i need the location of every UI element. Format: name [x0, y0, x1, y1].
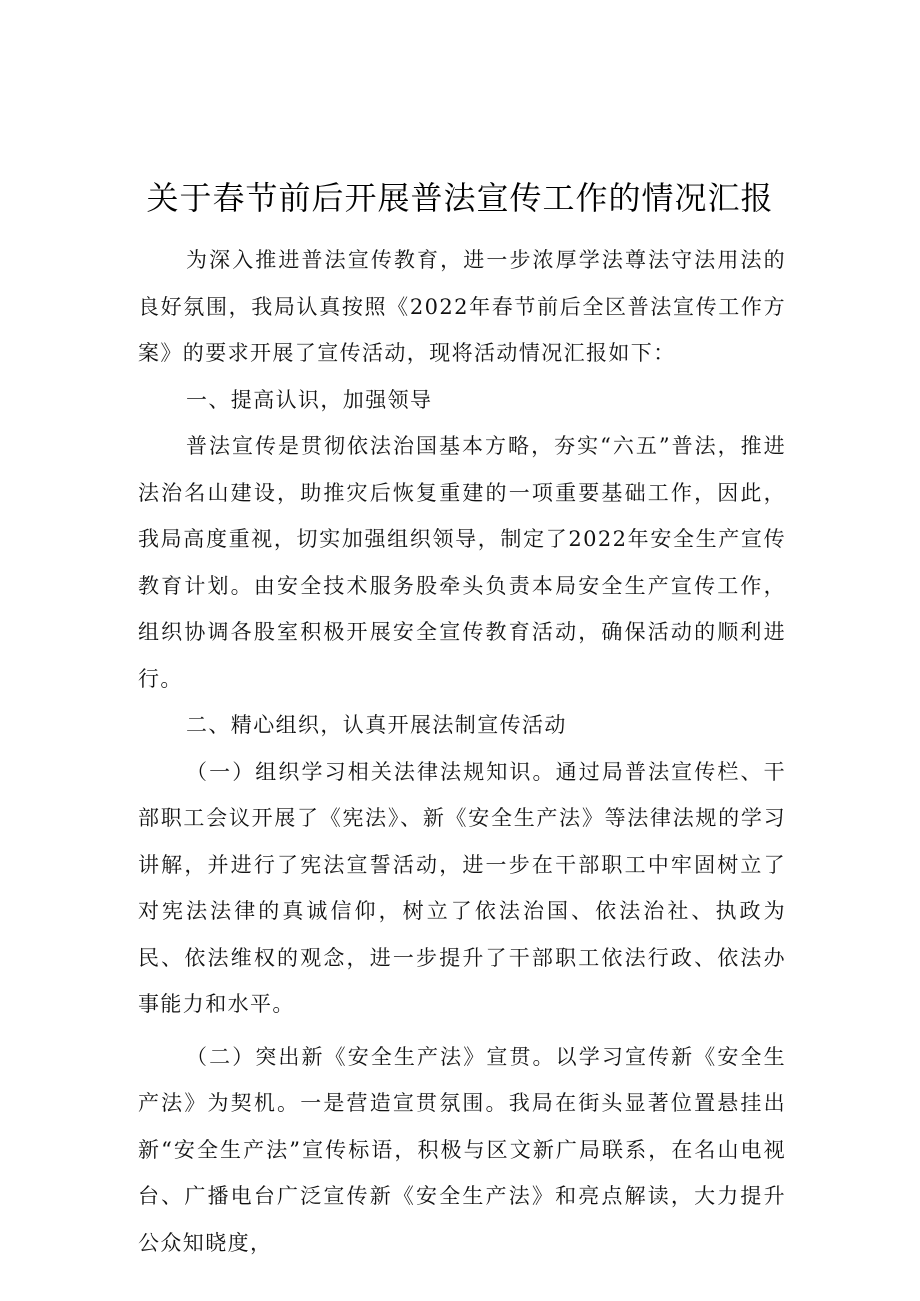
section2-item2-paragraph: （二）突出新《安全生产法》宣贯。以学习宣传新《安全生产法》为契机。一是营造宣贯氛围。我局在街头显著位置悬挂出新“安全生产法”宣传标语，积极与区文新广局联系，在名山电视台、广播电台广泛宣传新《安全生产法》和亮点解读，大力提升公众知晓度，: [138, 1044, 786, 1255]
section2-heading: 二、精心组织，认真开展法制宣传活动: [186, 713, 567, 737]
document-title: 关于春节前后开展普法宣传工作的情况汇报: [146, 179, 774, 217]
intro-paragraph: 为深入推进普法宣传教育，进一步浓厚学法尊法守法用法的良好氛围，我局认真按照《2022年春节前后全区普法宣传工作方案》的要求开展了宣传活动，现将活动情况汇报如下：: [138, 248, 786, 365]
section1-paragraph: 普法宣传是贯彻依法治国基本方略，夯实“六五”普法，推进法治名山建设，助推灾后恢复重建的一项重要基础工作，因此，我局高度重视，切实加强组织领导，制定了2022年安全生产宣传教育计划。由安全技术服务股牵头负责本局安全生产宣传工作，组织协调各股室积极开展安全宣传教育活动，确保活动的顺利进行。: [138, 434, 786, 691]
document-body: [138, 237, 786, 1266]
section1-heading: 一、提高认识，加强领导: [186, 387, 433, 412]
section2-item1-paragraph: （一）组织学习相关法律法规知识。通过局普法宣传栏、干部职工会议开展了《宪法》、新《安全生产法》等法律法规的学习讲解，并进行了宪法宣誓活动，进一步在干部职工中牢固树立了对宪法法律的真诚信仰，树立了依法治国、依法治社、执政为民、依法维权的观念，进一步提升了干部职工依法行政、依法办事能力和水平。: [138, 759, 786, 1016]
